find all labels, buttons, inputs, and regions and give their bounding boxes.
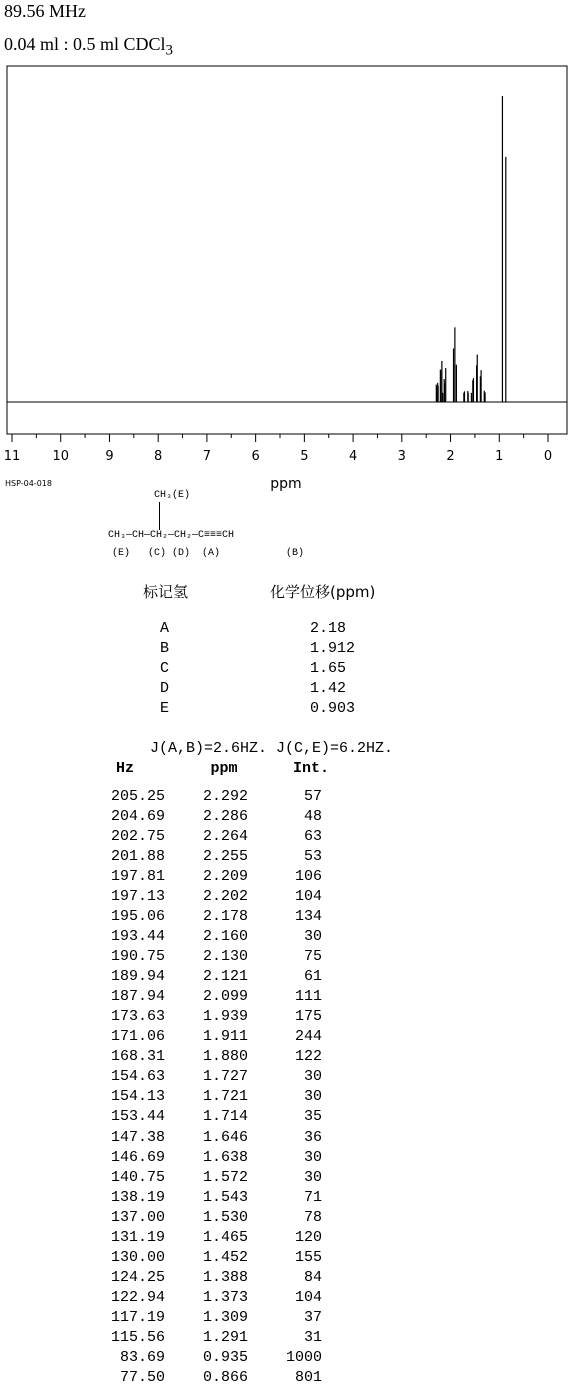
shift-label: B (160, 640, 170, 657)
nmr-spectrum-chart (0, 0, 570, 500)
peak-int: 37 (303, 1308, 322, 1326)
branch-bond (159, 502, 160, 530)
shift-value: 2.18 (310, 620, 347, 637)
peak-hz: 117.19 (110, 1308, 165, 1326)
peak-ppm: 1.646 (202, 1128, 248, 1146)
peak-ppm: 1.714 (202, 1108, 248, 1126)
peak-ppm: 2.209 (202, 868, 248, 886)
peak-hz: 173.63 (110, 1008, 165, 1026)
peak-hz: 193.44 (110, 928, 165, 946)
peak-int: 175 (294, 1008, 322, 1026)
peak-int: 31 (303, 1328, 322, 1346)
peak-ppm: 2.121 (202, 968, 248, 986)
peak-ppm: 1.373 (202, 1288, 248, 1306)
peak-ppm: 0.935 (202, 1348, 248, 1366)
peak-hz: 140.75 (110, 1168, 165, 1186)
peak-ppm: 2.264 (202, 828, 248, 846)
peak-int: 75 (303, 948, 322, 966)
peak-ppm: 2.130 (202, 948, 248, 966)
molecule-chain: CH₃—CH—CH₂—CH₂—C≡≡≡CH (108, 530, 235, 541)
peak-hz: 190.75 (110, 948, 165, 966)
peak-int: 57 (303, 788, 322, 805)
peak-int: 48 (303, 808, 322, 826)
peak-hz: 124.25 (110, 1268, 165, 1286)
peak-ppm: 1.638 (202, 1148, 248, 1166)
shift-header-hydrogen: 标记氢 (143, 583, 189, 601)
peak-int: 244 (294, 1028, 322, 1046)
peak-hz: 189.94 (110, 968, 165, 986)
x-tick-label: 3 (397, 449, 406, 464)
peak-ppm: 1.291 (202, 1328, 248, 1346)
peak-hz: 146.69 (110, 1148, 165, 1166)
peak-hz: 195.06 (110, 908, 165, 926)
peak-ppm: 1.727 (202, 1068, 248, 1086)
peak-hz: 154.13 (110, 1088, 165, 1106)
x-tick-label: 6 (251, 449, 260, 464)
peak-hz: 204.69 (110, 808, 165, 826)
shift-value: 0.903 (310, 700, 356, 717)
peak-hz: 197.13 (110, 888, 165, 906)
shift-value: 1.912 (310, 640, 356, 657)
peak-hz: 115.56 (110, 1328, 165, 1346)
x-tick-label: 9 (105, 449, 114, 464)
peak-ppm: 1.465 (202, 1228, 248, 1246)
peak-hz: 201.88 (110, 848, 165, 866)
peak-int: 120 (294, 1228, 322, 1246)
x-tick-label: 1 (495, 449, 504, 464)
shift-label: E (160, 700, 170, 717)
x-tick-label: 4 (348, 449, 358, 464)
molecule-labels: (E) (C) (D) (A) (B) (112, 548, 305, 559)
peak-ppm: 2.178 (202, 908, 248, 926)
peak-int: 30 (303, 1148, 322, 1166)
solvent-subscript: 3 (165, 42, 174, 59)
peak-hz: 147.38 (110, 1128, 165, 1146)
peak-header-ppm: ppm (210, 760, 238, 777)
peak-int: 30 (303, 928, 322, 946)
peak-hz: 205.25 (110, 788, 165, 805)
peak-int: 104 (294, 1288, 322, 1306)
peak-int: 36 (303, 1128, 322, 1146)
peak-int: 104 (294, 888, 322, 906)
shift-label: C (160, 660, 170, 677)
peak-ppm: 1.388 (202, 1268, 248, 1286)
x-tick-label: 2 (446, 449, 455, 464)
peak-ppm: 2.292 (202, 788, 248, 805)
peak-hz: 130.00 (110, 1248, 165, 1266)
peak-ppm: 1.452 (202, 1248, 248, 1266)
peak-ppm: 2.099 (202, 988, 248, 1006)
peak-header-hz: Hz (115, 760, 134, 777)
shift-label: A (160, 620, 170, 637)
shift-value: 1.42 (310, 680, 347, 697)
x-tick-label: 0 (543, 449, 553, 464)
spectrum-code: HSP-04-018 (5, 479, 52, 488)
peak-int: 78 (303, 1208, 322, 1226)
peak-int: 84 (303, 1268, 322, 1286)
peak-header-int: Int. (292, 760, 329, 777)
peak-ppm: 1.543 (202, 1188, 248, 1206)
x-tick-label: 7 (202, 449, 212, 464)
peak-ppm: 1.721 (202, 1088, 248, 1106)
peak-hz: 154.63 (110, 1068, 165, 1086)
peak-hz: 171.06 (110, 1028, 165, 1046)
x-tick-label: 11 (3, 449, 21, 464)
peak-hz: 131.19 (110, 1228, 165, 1246)
peak-ppm: 2.286 (202, 808, 248, 826)
peak-ppm: 1.880 (202, 1048, 248, 1066)
peak-ppm: 1.939 (202, 1008, 248, 1026)
peak-int: 35 (303, 1108, 322, 1126)
peak-int: 30 (303, 1168, 322, 1186)
peak-int: 134 (294, 908, 322, 926)
peak-ppm: 1.911 (202, 1028, 248, 1046)
peak-hz: 187.94 (110, 988, 165, 1006)
peak-int: 801 (294, 1368, 322, 1386)
peak-hz: 202.75 (110, 828, 165, 846)
peak-hz: 77.50 (119, 1368, 165, 1386)
peak-ppm: 1.309 (202, 1308, 248, 1326)
solvent-text: 0.04 ml : 0.5 ml CDCl (4, 34, 166, 54)
peak-hz: 122.94 (110, 1288, 165, 1306)
shift-value: 1.65 (310, 660, 347, 677)
peak-int: 71 (303, 1188, 322, 1206)
coupling-constants: J(A,B)=2.6HZ. J(C,E)=6.2HZ. (150, 740, 394, 757)
peak-hz: 197.81 (110, 868, 165, 886)
x-axis-label: ppm (270, 476, 302, 492)
peak-ppm: 0.866 (202, 1368, 248, 1386)
peak-hz: 138.19 (110, 1188, 165, 1206)
spectrometer-frequency: 89.56 MHz (4, 1, 86, 21)
x-tick-label: 5 (300, 449, 309, 464)
shift-header-ppm: 化学位移(ppm) (270, 583, 376, 601)
peak-ppm: 2.255 (202, 848, 248, 866)
x-tick-label: 10 (52, 449, 70, 464)
peak-hz: 137.00 (110, 1208, 165, 1226)
plot-frame (7, 66, 567, 434)
peak-int: 122 (294, 1048, 322, 1066)
peak-ppm: 2.202 (202, 888, 248, 906)
peak-int: 155 (294, 1248, 322, 1266)
peak-ppm: 1.572 (202, 1168, 248, 1186)
x-tick-label: 8 (154, 449, 163, 464)
peak-int: 63 (303, 828, 322, 846)
peak-int: 30 (303, 1088, 322, 1106)
peak-ppm: 2.160 (202, 928, 248, 946)
peak-int: 30 (303, 1068, 322, 1086)
peak-int: 106 (294, 868, 322, 886)
peak-int: 53 (303, 848, 322, 866)
peak-int: 1000 (285, 1348, 322, 1366)
peak-int: 61 (303, 968, 322, 986)
peak-int: 111 (294, 988, 322, 1006)
peak-hz: 83.69 (119, 1348, 165, 1366)
x-axis-ticks (4, 434, 552, 464)
peak-ppm: 1.530 (202, 1208, 248, 1226)
spectrum-peaks (436, 96, 505, 402)
shift-label: D (160, 680, 170, 697)
molecule-branch: CH₃(E) (154, 490, 191, 501)
peak-hz: 153.44 (110, 1108, 165, 1126)
peak-hz: 168.31 (110, 1048, 165, 1066)
